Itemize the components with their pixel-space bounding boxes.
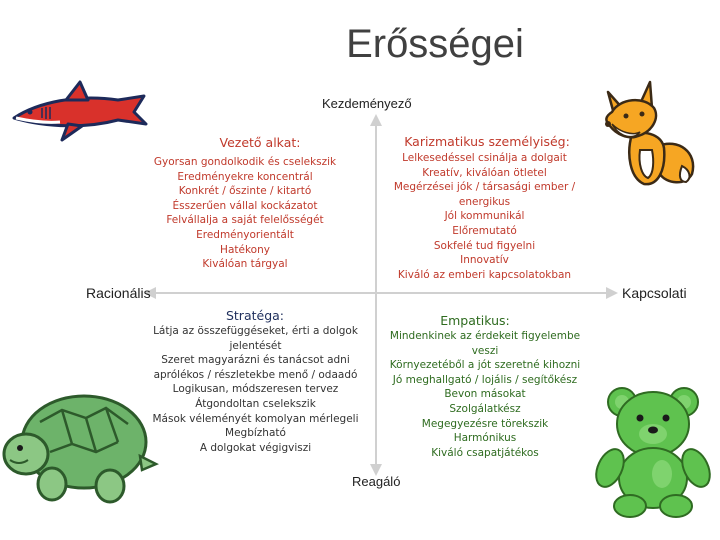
list-item: Innovatív (460, 254, 509, 267)
list-item: Látja az összefüggéseket, érti a dolgok (153, 325, 358, 337)
quadrant-bottom-left-list (148, 324, 363, 455)
list-item: Jó meghallgató / lojális / segítőkész (392, 373, 578, 386)
list-item: Mindenkinek az érdekeit figyelembe (389, 330, 581, 342)
quadrant-bottom-left-title: Stratéga: (225, 308, 285, 323)
teddy-bear-icon (592, 380, 716, 518)
list-item: Kreatív, kiválóan ötletel (422, 166, 547, 179)
list-item: Megegyezésre törekszik (421, 417, 549, 430)
list-item: energikus (458, 195, 511, 208)
list-item: Kiváló csapatjátékos (431, 446, 539, 459)
shark-icon (8, 78, 150, 148)
list-item: Kiváló az emberi kapcsolatokban (397, 268, 572, 281)
turtle-icon (0, 372, 160, 512)
quadrant-bottom-right-title: Empatikus: (440, 313, 510, 328)
list-item: Eredményorientált (196, 228, 294, 241)
list-item: Felvállalja a saját felelősségét (166, 214, 324, 227)
list-item: veszi (471, 344, 499, 357)
list-item: Megbízható (225, 427, 286, 440)
quadrant-top-left-list (140, 155, 350, 272)
quadrant-bottom-right-list (385, 329, 585, 460)
list-item: Ésszerűen vállal kockázatot (172, 199, 318, 212)
list-item: Lelkesedéssel csinálja a dolgait (402, 152, 567, 164)
list-item: aprólékos / részletekbe menő / odaadó (153, 368, 358, 381)
list-item: Hatékony (220, 243, 270, 256)
list-item: Átgondoltan cselekszik (195, 397, 316, 410)
list-item: Jól kommunikál (444, 210, 525, 223)
list-item: Eredményekre koncentrál (177, 170, 313, 183)
list-item: Bevon másokat (444, 388, 526, 401)
list-item: Sokfelé tud figyelni (433, 239, 536, 252)
fox-icon (586, 74, 704, 190)
quadrant-top-right-list (382, 151, 587, 282)
arrow-up (370, 114, 382, 126)
list-item: Előremutató (452, 224, 517, 237)
list-item: Megérzései jók / társasági ember / (393, 181, 576, 194)
quadrant-top-right-title: Karizmatikus személyiség: (404, 134, 570, 149)
list-item: Környezetéből a jót szeretné kihozni (389, 359, 581, 372)
axis-top-label: Kezdeményező (322, 96, 412, 111)
list-item: jelentését (229, 339, 282, 352)
quadrant-top-left-title: Vezető alkat: (219, 135, 301, 150)
list-item: Szeret magyarázni és tanácsot adni (161, 354, 350, 367)
list-item: Gyorsan gondolkodik és cselekszik (153, 156, 337, 168)
axis-left-label: Racionális (86, 285, 151, 301)
list-item: Logikusan, módszeresen tervez (172, 383, 339, 396)
list-item: Szolgálatkész (449, 402, 521, 415)
list-item: Harmónikus (453, 432, 517, 445)
list-item: Mások véleményét komolyan mérlegeli (152, 412, 359, 425)
axis-right-label: Kapcsolati (622, 285, 687, 301)
page-title: Erősségei (346, 22, 524, 66)
list-item: Konkrét / őszinte / kitartó (178, 185, 312, 198)
list-item: Kiválóan tárgyal (202, 258, 288, 271)
list-item: A dolgokat végigviszi (199, 441, 312, 454)
axis-bottom-label: Reagáló (352, 474, 401, 489)
arrow-right (606, 287, 618, 299)
